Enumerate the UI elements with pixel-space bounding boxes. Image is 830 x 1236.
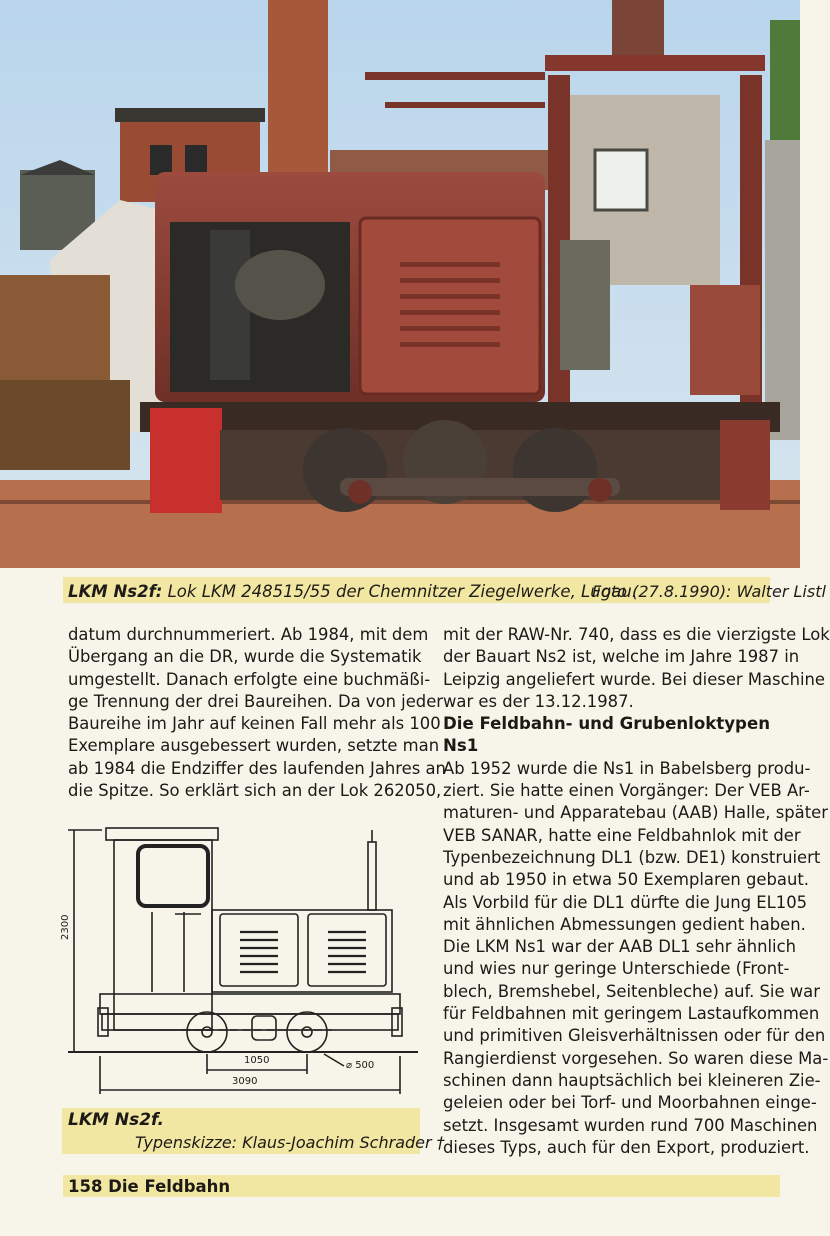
text-line: für Feldbahnen mit geringem Lastaufkommen	[443, 1004, 820, 1024]
text-line: ab 1984 die Endziffer des laufenden Jahres an	[68, 758, 446, 778]
type-sketch-drawing	[62, 822, 418, 1107]
sketch-caption-credit: Typenskizze: Klaus-Joachim Schrader †	[135, 1133, 445, 1152]
text-line: ziert. Sie hatte einen Vorgänger: Der VEB Ar-	[443, 781, 810, 801]
photo-caption	[68, 582, 637, 601]
text-line: Ab 1952 wurde die Ns1 in Babelsberg produ-	[443, 758, 811, 778]
left-column-text	[68, 624, 446, 802]
text-line: Als Vorbild für die DL1 dürfte die Jung EL105	[443, 892, 808, 912]
photo-credit: Foto (27.8.1990): Walter Listl	[592, 582, 826, 601]
text-line: Typenbezeichnung DL1 (bzw. DE1) konstruiert	[443, 847, 821, 867]
dimension-wheel-diameter: ⌀ 500	[346, 1060, 375, 1071]
text-line: blech, Bremshebel, Seitenbleche) auf. Sie war	[443, 981, 820, 1001]
right-column-text	[443, 624, 830, 1159]
text-line: und primitiven Gleisverhältnissen oder für den	[443, 1026, 826, 1046]
page-footer: 158 Die Feldbahn	[68, 1177, 231, 1196]
text-line: maturen- und Apparatebau (AAB) Halle, später	[443, 803, 828, 823]
text-line: setzt. Insgesamt wurden rund 700 Maschinen	[443, 1115, 818, 1135]
text-line: war es der 13.12.1987.	[443, 691, 634, 711]
section-heading: Die Feldbahn- und Grubenloktypen	[443, 714, 771, 734]
dimension-height: 2300	[60, 914, 71, 940]
text-line: und wies nur geringe Unterschiede (Front-	[443, 959, 790, 979]
section-heading: Ns1	[443, 736, 479, 756]
photo-caption-text: Lok LKM 248515/55 der Chemnitzer Ziegelwerke, Lugau.	[162, 582, 637, 601]
text-line: ge Trennung der drei Baureihen. Da von jeder	[68, 691, 444, 711]
text-line: umgestellt. Danach erfolgte eine buchmäßi-	[68, 669, 431, 689]
text-line: Die LKM Ns1 war der AAB DL1 sehr ähnlich	[443, 937, 796, 957]
text-line: datum durchnummeriert. Ab 1984, mit dem	[68, 625, 429, 644]
text-line: Exemplare ausgebessert wurden, setzte man	[68, 736, 440, 756]
text-line: und ab 1950 in etwa 50 Exemplaren gebaut.	[443, 870, 809, 890]
text-line: geleien oder bei Torf- und Moorbahnen einge-	[443, 1093, 817, 1113]
sketch-caption-title: LKM Ns2f.	[68, 1110, 164, 1130]
dimension-axle-spacing: 1050	[244, 1055, 270, 1066]
text-line: Rangierdienst vorgesehen. So waren diese Ma-	[443, 1048, 829, 1068]
text-line: mit ähnlichen Abmessungen gedient haben.	[443, 914, 806, 934]
text-line: Leipzig angeliefert wurde. Bei dieser Maschine	[443, 669, 826, 689]
text-line: Baureihe im Jahr auf keinen Fall mehr als 100	[68, 714, 441, 734]
locomotive-photo	[0, 0, 800, 568]
text-line: dieses Typs, auch für den Export, produziert.	[443, 1137, 810, 1157]
photo-caption-model: LKM Ns2f:	[68, 582, 163, 601]
text-line: der Bauart Ns2 ist, welche im Jahre 1987 in	[443, 647, 800, 667]
text-line: mit der RAW-Nr. 740, dass es die vierzigste Lok	[443, 625, 830, 644]
text-line: Übergang an die DR, wurde die Systematik	[68, 647, 422, 667]
text-line: schinen dann hauptsächlich bei kleineren Zie-	[443, 1070, 821, 1090]
text-line: die Spitze. So erklärt sich an der Lok 262050,	[68, 781, 442, 801]
text-line: VEB SANAR, hatte eine Feldbahnlok mit der	[443, 825, 801, 845]
dimension-length: 3090	[232, 1076, 258, 1087]
